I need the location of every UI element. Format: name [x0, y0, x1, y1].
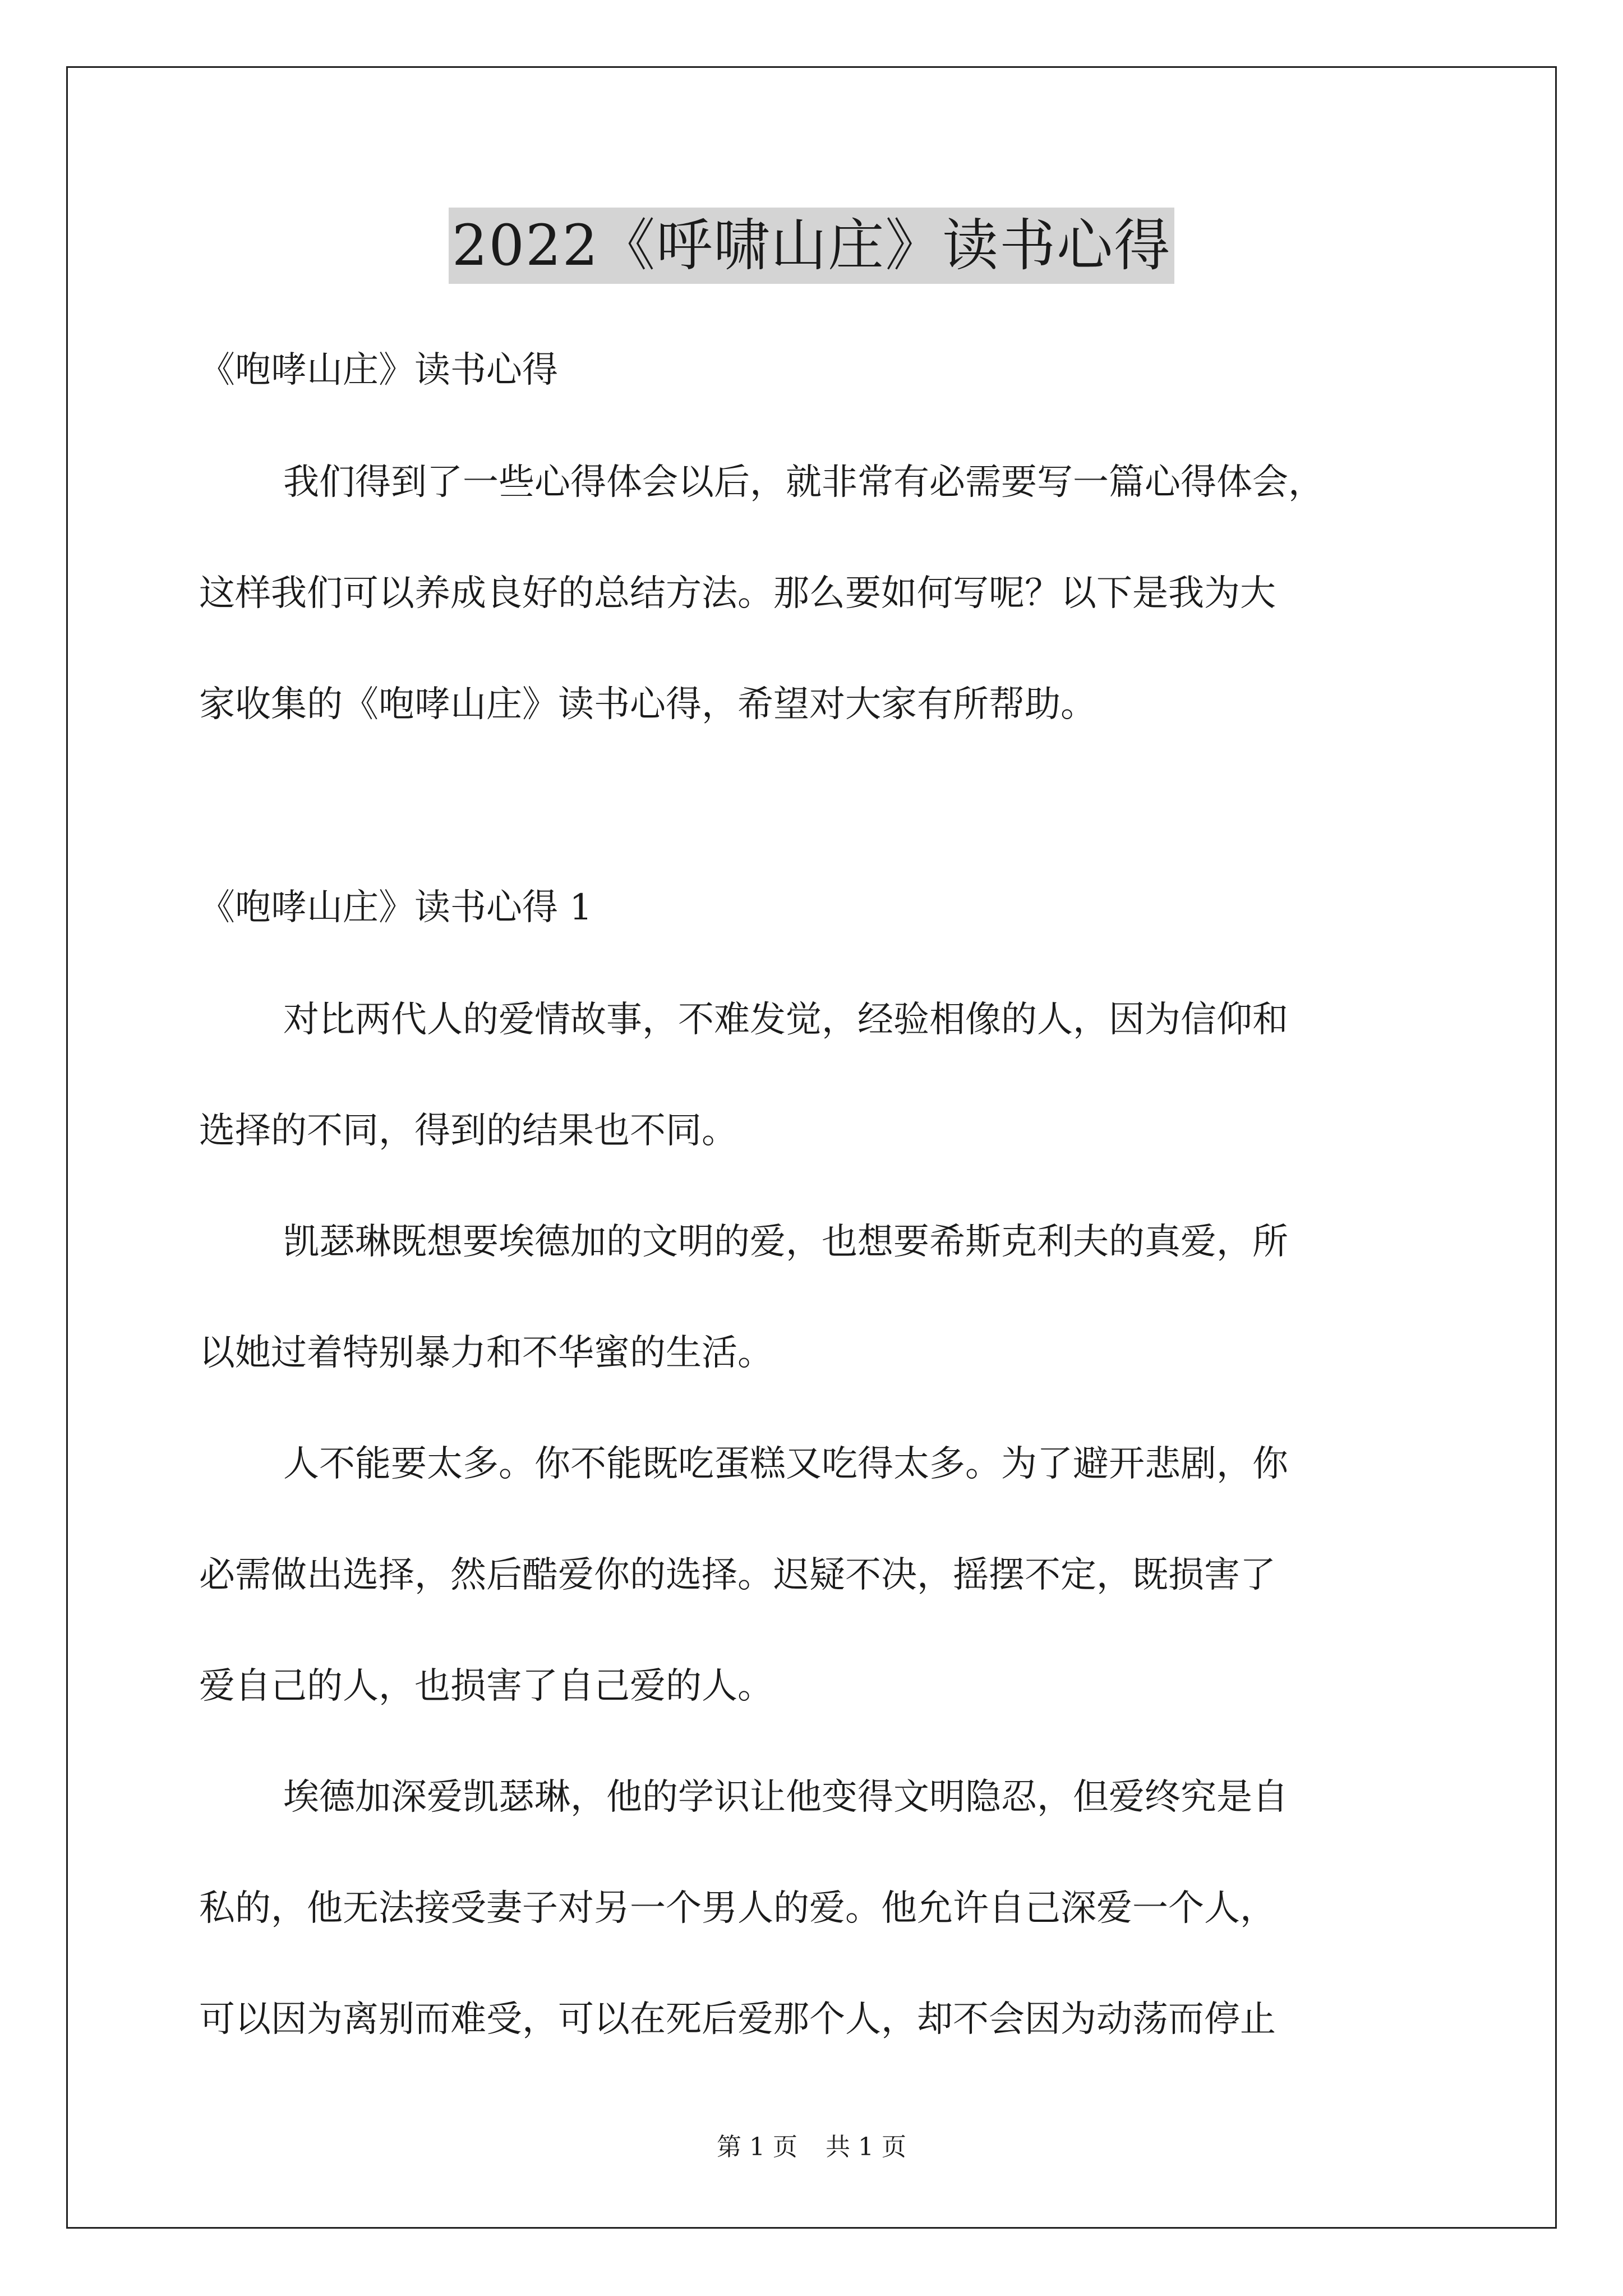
page-number: 第 1 页: [717, 2133, 797, 2161]
page-footer: [0, 2132, 1623, 2163]
paragraph-line: 人不能要太多。你不能既吃蛋糕又吃得太多。为了避开悲剧，你: [283, 1443, 1288, 1485]
page-total: 共 1 页: [826, 2133, 906, 2161]
paragraph-line: 凯瑟琳既想要埃德加的文明的爱，也想要希斯克利夫的真爱，所: [283, 1221, 1288, 1263]
section-heading: 《咆哮山庄》读书心得: [199, 349, 558, 391]
paragraph-line: 必需做出选择，然后酷爱你的选择。迟疑不决，摇摆不定，既损害了: [199, 1554, 1276, 1596]
section-heading: 《咆哮山庄》读书心得 1: [199, 887, 593, 928]
paragraph-line: 埃德加深爱凯瑟琳，他的学识让他变得文明隐忍，但爱终究是自: [283, 1777, 1288, 1818]
paragraph-line: 爱自己的人，也损害了自己爱的人。: [199, 1665, 773, 1707]
paragraph-line: 我们得到了一些心得体会以后，就非常有必需要写一篇心得体会，: [283, 462, 1324, 503]
document-title: 2022《呼啸山庄》读书心得: [449, 208, 1175, 284]
paragraph-line: 以她过着特别暴力和不华蜜的生活。: [199, 1332, 773, 1374]
paragraph-line: 私的，他无法接受妻子对另一个男人的爱。他允许自己深爱一个人，: [199, 1888, 1276, 1929]
title-container: [0, 208, 1623, 284]
paragraph-line: 家收集的《咆哮山庄》读书心得，希望对大家有所帮助。: [199, 684, 1096, 725]
paragraph-line: 选择的不同，得到的结果也不同。: [199, 1110, 737, 1152]
paragraph-line: 对比两代人的爱情故事，不难发觉，经验相像的人，因为信仰和: [283, 999, 1288, 1041]
paragraph-line: 可以因为离别而难受，可以在死后爱那个人，却不会因为动荡而停止: [199, 1999, 1276, 2040]
paragraph-line: 这样我们可以养成良好的总结方法。那么要如何写呢？以下是我为大: [199, 573, 1276, 614]
